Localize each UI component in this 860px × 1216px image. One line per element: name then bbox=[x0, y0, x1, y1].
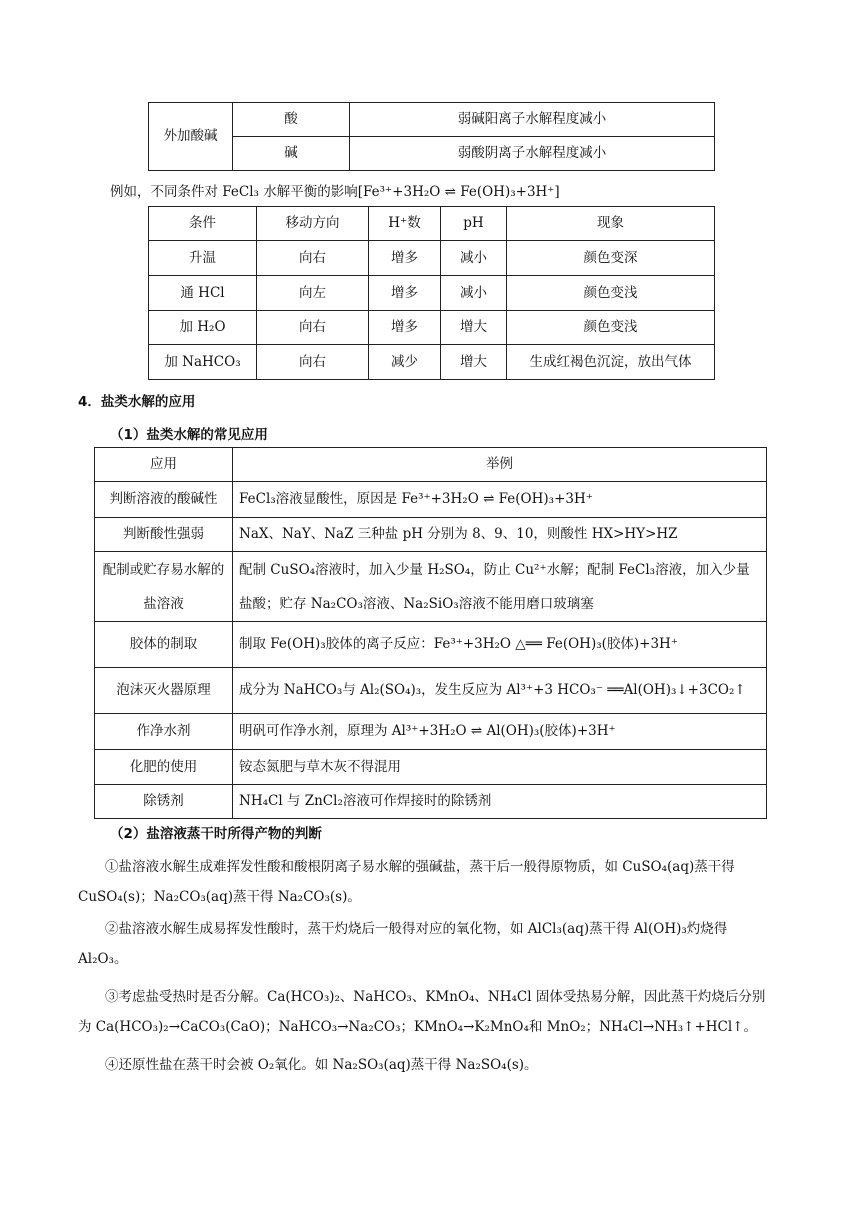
table-cell: 判断溶液的酸碱性 bbox=[95, 482, 233, 518]
paragraph: ③考虑盐受热时是否分解。Ca(HCO₃)₂、NaHCO₃、KMnO₄、NH₄Cl 固体受热易分解，因此蒸干灼烧后分别为 Ca(HCO₃)₂→CaCO₃(CaO)；NaHCO₃→Na₂CO₃；KMnO₄→K₂MnO₄和 MnO₂；NH₄Cl→NH₃↑+HCl↑。 bbox=[78, 989, 766, 1035]
table-cell: 增大 bbox=[441, 311, 507, 345]
subsection-heading: （1）盐类水解的常见应用 bbox=[110, 427, 268, 443]
table-cell: 增大 bbox=[441, 345, 507, 380]
table-cell: 向右 bbox=[257, 345, 369, 380]
table-cell: 明矾可作净水剂，原理为 Al³⁺+3H₂O ⇌ Al(OH)₃(胶体)+3H⁺ bbox=[233, 714, 767, 750]
table-rowhead: 外加酸碱 bbox=[149, 103, 233, 171]
table-cell: 向右 bbox=[257, 311, 369, 345]
paragraph: ④还原性盐在蒸干时会被 O₂氧化。如 Na₂SO₃(aq)蒸干得 Na₂SO₄(s)。 bbox=[105, 1057, 538, 1073]
paragraph: ①盐溶液水解生成难挥发性酸和酸根阴离子易水解的强碱盐，蒸干后一般得原物质，如 CuSO₄(aq)蒸干得 CuSO₄(s)；Na₂CO₃(aq)蒸干得 Na₂CO₃(s)。 bbox=[78, 859, 735, 905]
table-cell: 作净水剂 bbox=[95, 714, 233, 750]
table-cell: 弱酸阴离子水解程度减小 bbox=[350, 137, 715, 171]
table-cell: 配制或贮存易水解的盐溶液 bbox=[95, 552, 233, 622]
table-cell: 制取 Fe(OH)₃胶体的离子反应：Fe³⁺+3H₂O △══ Fe(OH)₃(胶体)+3H⁺ bbox=[233, 622, 767, 668]
table-cell: 向右 bbox=[257, 241, 369, 276]
table-header: 举例 bbox=[233, 448, 767, 482]
table-header: 应用 bbox=[95, 448, 233, 482]
section-heading: 4．盐类水解的应用 bbox=[78, 394, 196, 410]
table-header: pH bbox=[441, 207, 507, 241]
table-cell: 配制 CuSO₄溶液时，加入少量 H₂SO₄，防止 Cu²⁺水解；配制 FeCl₃溶液，加入少量盐酸；贮存 Na₂CO₃溶液、Na₂SiO₃溶液不能用磨口玻璃塞 bbox=[233, 552, 767, 622]
table-cell: 碱 bbox=[233, 137, 350, 171]
hydrolysis-applications-table bbox=[94, 447, 767, 819]
table-cell: 加 H₂O bbox=[149, 311, 257, 345]
table-cell: 向左 bbox=[257, 276, 369, 311]
table-cell: 通 HCl bbox=[149, 276, 257, 311]
table-cell: 化肥的使用 bbox=[95, 750, 233, 785]
table-cell: 酸 bbox=[233, 103, 350, 137]
subsection-heading: （2）盐溶液蒸干时所得产物的判断 bbox=[110, 826, 322, 842]
acid-base-table bbox=[148, 102, 715, 171]
table-cell: NaX、NaY、NaZ 三种盐 pH 分别为 8、9、10，则酸性 HX>HY>HZ bbox=[233, 518, 767, 552]
table-cell: 增多 bbox=[369, 311, 441, 345]
table-cell: 颜色变深 bbox=[507, 241, 715, 276]
table-header: 移动方向 bbox=[257, 207, 369, 241]
table-header: H⁺数 bbox=[369, 207, 441, 241]
table-cell: 判断酸性强弱 bbox=[95, 518, 233, 552]
table-cell: 减少 bbox=[369, 345, 441, 380]
fecl3-conditions-table bbox=[148, 206, 715, 380]
table-cell: 除锈剂 bbox=[95, 785, 233, 819]
table-cell: 加 NaHCO₃ bbox=[149, 345, 257, 380]
table-cell: 增多 bbox=[369, 276, 441, 311]
table-cell: FeCl₃溶液显酸性，原因是 Fe³⁺+3H₂O ⇌ Fe(OH)₃+3H⁺ bbox=[233, 482, 767, 518]
example-line: 例如，不同条件对 FeCl₃ 水解平衡的影响[Fe³⁺+3H₂O ⇌ Fe(OH)₃+3H⁺] bbox=[110, 184, 560, 200]
table-cell: 生成红褐色沉淀，放出气体 bbox=[507, 345, 715, 380]
table-header: 条件 bbox=[149, 207, 257, 241]
table-cell: 铵态氮肥与草木灰不得混用 bbox=[233, 750, 767, 785]
table-cell: 成分为 NaHCO₃与 Al₂(SO₄)₃，发生反应为 Al³⁺+3 HCO₃⁻ ══Al(OH)₃↓+3CO₂↑ bbox=[233, 668, 767, 714]
table-cell: 增多 bbox=[369, 241, 441, 276]
table-cell: 升温 bbox=[149, 241, 257, 276]
table-cell: 减小 bbox=[441, 241, 507, 276]
table-cell: 弱碱阳离子水解程度减小 bbox=[350, 103, 715, 137]
table-cell: NH₄Cl 与 ZnCl₂溶液可作焊接时的除锈剂 bbox=[233, 785, 767, 819]
table-cell: 颜色变浅 bbox=[507, 276, 715, 311]
table-cell: 减小 bbox=[441, 276, 507, 311]
table-cell: 颜色变浅 bbox=[507, 311, 715, 345]
table-cell: 泡沫灭火器原理 bbox=[95, 668, 233, 714]
table-cell: 胶体的制取 bbox=[95, 622, 233, 668]
paragraph: ②盐溶液水解生成易挥发性酸时，蒸干灼烧后一般得对应的氧化物，如 AlCl₃(aq)蒸干得 Al(OH)₃灼烧得 Al₂O₃。 bbox=[78, 921, 728, 967]
table-header: 现象 bbox=[507, 207, 715, 241]
